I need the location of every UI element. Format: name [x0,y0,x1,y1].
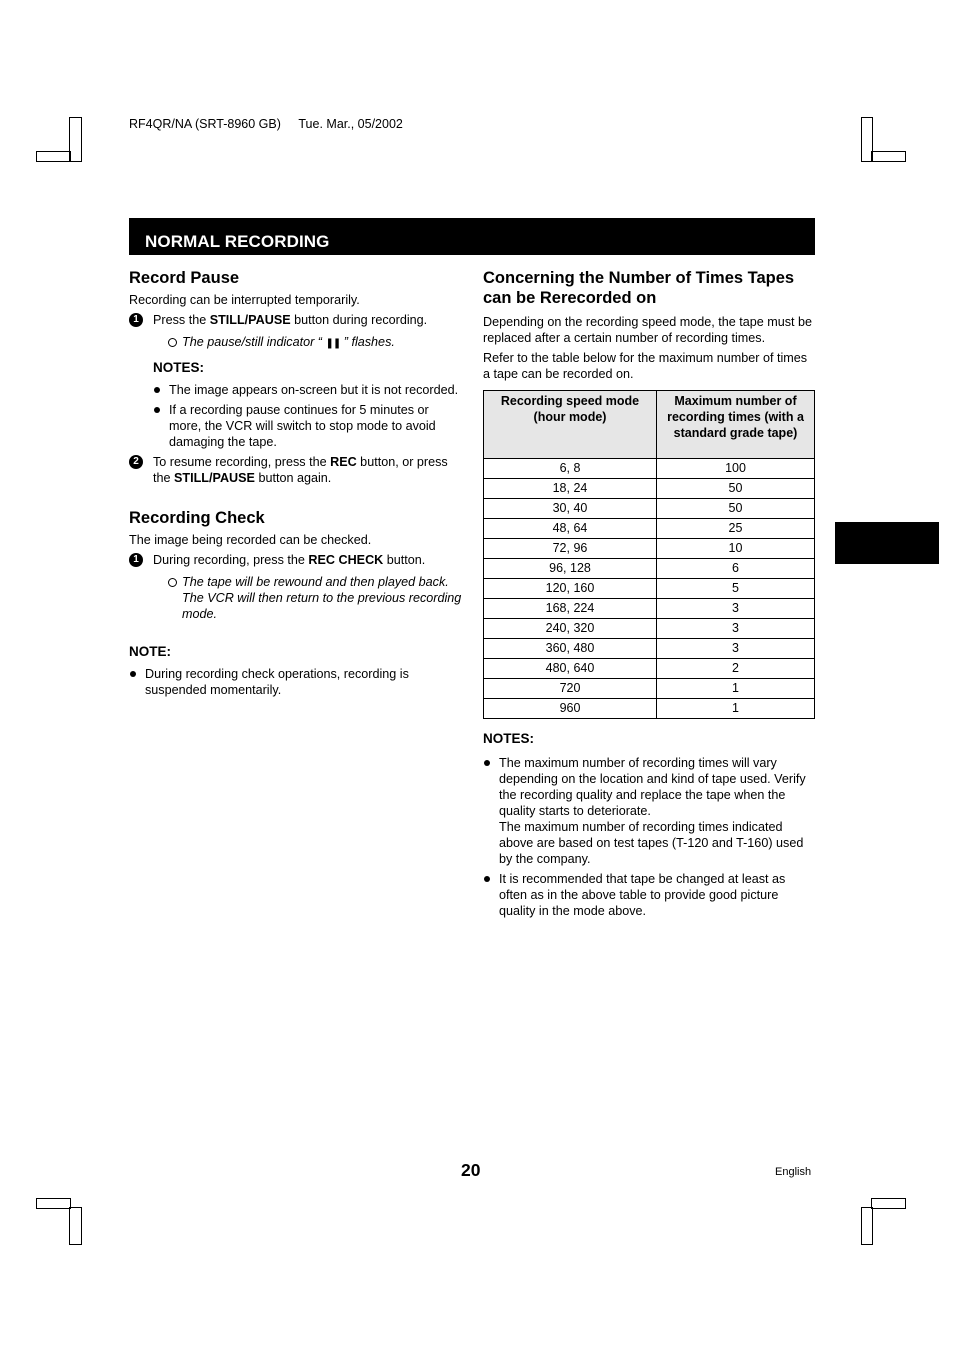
max-times-cell: 100 [657,459,815,479]
record-pause-step-1 [129,312,464,328]
table-row [484,579,815,599]
print-header [129,117,403,131]
speed-mode-cell: 360, 480 [484,639,657,659]
max-times-cell: 10 [657,539,815,559]
note-item [483,871,816,919]
step-text: To resume recording, press the [153,455,331,469]
recording-check-intro: The image being recorded can be checked. [129,533,372,547]
button-name-still-pause: STILL/PAUSE [209,313,291,327]
step-text: button again. [254,471,332,485]
rerecording-para-2: Refer to the table below for the maximum number of times a tape can be recorded on. [483,351,808,381]
note-item [129,666,464,698]
table-row [484,539,815,559]
recording-check-step-1-result [129,574,464,622]
speed-mode-cell: 18, 24 [484,479,657,499]
speed-mode-cell: 96, 128 [484,559,657,579]
speed-mode-cell: 720 [484,679,657,699]
note-text: During recording check operations, recording is suspended momentarily. [145,667,409,697]
speed-mode-cell: 120, 160 [484,579,657,599]
max-times-cell: 1 [657,699,815,719]
language-label: English [775,1166,812,1178]
recording-check-step-1 [129,552,464,568]
table-row [484,499,815,519]
rerecording-heading: Concerning the Number of Times Tapes can be Rerecorded on [483,269,795,307]
note-heading: NOTE: [129,644,171,659]
column-header-speed-mode: Recording speed mode (hour mode) [484,391,657,459]
max-times-cell: 50 [657,479,815,499]
note-text: It is recommended that tape be changed at least as often as in the above table to provide good picture quality in the mode above. [499,872,786,918]
button-name-rec: REC [330,455,357,469]
button-name-rec-check: REC CHECK [308,553,384,567]
rerecording-para-1: Depending on the recording speed mode, the tape must be replaced after a certain number of recording times. [483,315,813,345]
note-text: If a recording pause continues for 5 minutes or more, the VCR will switch to stop mode to avoid damaging the tape. [169,403,436,449]
record-pause-intro: Recording can be interrupted temporarily. [129,293,360,307]
result-text: The tape will be rewound and then played back. The VCR will then return to the previous recording mode. [182,575,462,621]
speed-mode-cell: 168, 224 [484,599,657,619]
table-row [484,639,815,659]
note-item [153,402,464,450]
print-date: Tue. Mar., 05/2002 [298,117,403,131]
max-times-cell: 25 [657,519,815,539]
button-name-still-pause: STILL/PAUSE [174,471,255,485]
crop-mark-bottom-right-horizontal [871,1198,906,1209]
max-times-cell: 6 [657,559,815,579]
notes-heading: NOTES: [483,731,535,746]
step-number-2: 2 [129,455,143,469]
model-code: RF4QR/NA (SRT-8960 GB) [129,117,281,131]
bullet-icon [484,876,490,882]
record-pause-notes [129,360,464,450]
bullet-icon [154,407,160,413]
table-row [484,519,815,539]
circle-bullet-icon [168,578,177,587]
max-times-cell: 3 [657,619,815,639]
pause-indicator-icon: ❚❚ [325,338,341,349]
bullet-icon [484,760,490,766]
notes-heading: NOTES: [153,360,205,375]
step-number-1: 1 [129,553,143,567]
speed-mode-cell: 240, 320 [484,619,657,639]
step-text: Press the [153,313,210,327]
note-text-continued: The maximum number of recording times indicated above are based on test tapes (T-120 and T-160) used by the company. [499,820,804,866]
step-number-1: 1 [129,313,143,327]
crop-mark-top-right-horizontal [871,151,906,162]
note-item [153,382,464,398]
table-row [484,479,815,499]
recording-times-table [483,390,815,719]
bullet-icon [154,387,160,393]
speed-mode-cell: 30, 40 [484,499,657,519]
max-times-cell: 5 [657,579,815,599]
chapter-tab [835,522,939,564]
record-pause-step-2 [129,454,464,486]
speed-mode-cell: 480, 640 [484,659,657,679]
record-pause-step-1-result [129,334,464,352]
table-body [484,459,815,719]
left-column [129,268,464,698]
page-number: 20 [461,1160,481,1180]
max-times-cell: 3 [657,599,815,619]
crop-mark-bottom-left-vertical [69,1207,82,1245]
note-item [483,755,816,867]
table-header-row [484,391,815,459]
recording-check-heading: Recording Check [129,509,265,527]
section-title: NORMAL RECORDING [145,232,330,251]
max-times-cell: 2 [657,659,815,679]
table-row [484,619,815,639]
step-text: button. [383,553,426,567]
circle-bullet-icon [168,338,177,347]
speed-mode-cell: 72, 96 [484,539,657,559]
max-times-cell: 50 [657,499,815,519]
max-times-cell: 3 [657,639,815,659]
column-header-max-times: Maximum number of recording times (with a standard grade tape) [657,391,815,459]
crop-mark-top-left-horizontal [36,151,71,162]
right-column [483,268,816,919]
note-text: The maximum number of recording times will vary depending on the location and kind of tape used. Verify the recording quality and replace the tape when the quality starts to deteriorate. [499,756,806,818]
bullet-icon [130,671,136,677]
max-times-cell: 1 [657,679,815,699]
section-title-bar [129,218,815,255]
step-text: During recording, press the [153,553,309,567]
note-text: The image appears on-screen but it is not recorded. [169,383,459,397]
table-row [484,559,815,579]
table-row [484,659,815,679]
table-row [484,459,815,479]
speed-mode-cell: 960 [484,699,657,719]
result-text: ” flashes. [340,335,395,349]
record-pause-heading: Record Pause [129,269,240,287]
crop-mark-bottom-right-vertical [861,1207,873,1245]
crop-mark-bottom-left-horizontal [36,1198,71,1209]
speed-mode-cell: 48, 64 [484,519,657,539]
table-row [484,679,815,699]
speed-mode-cell: 6, 8 [484,459,657,479]
table-row [484,599,815,619]
result-text: The pause/still indicator “ [182,335,326,349]
step-text: button, or press the [153,455,448,485]
step-text: button during recording. [290,313,428,327]
table-row [484,699,815,719]
